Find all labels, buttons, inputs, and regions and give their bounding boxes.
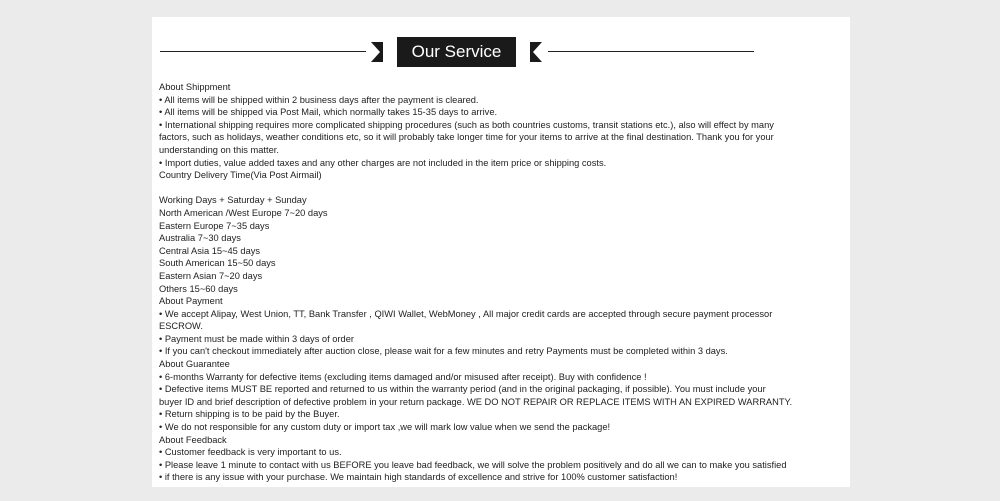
guarantee-heading: About Guarantee <box>159 359 230 370</box>
feedback-line: • Customer feedback is very important to us. <box>159 447 342 458</box>
feedback-heading: About Feedback <box>159 434 227 445</box>
feedback-line: • Please leave 1 minute to contact with us BEFORE you leave bad feedback, we will solve the problem positively and do all we can to make you satisfied <box>159 459 787 470</box>
delivery-note: Working Days + Saturday + Sunday <box>159 195 307 206</box>
guarantee-line: • Defective items MUST BE reported and returned to us within the warranty period (and in the original packaging, if possible). You must include your <box>159 384 766 395</box>
payment-heading: About Payment <box>159 296 223 307</box>
delivery-row: Australia 7~30 days <box>159 233 241 244</box>
guarantee-line: buyer ID and brief description of defective problem in your return package. WE DO NOT REPAIR OR REPLACE ITEMS WITH AN EXPIRED WARRANTY. <box>159 396 793 407</box>
delivery-table-header: Country Delivery Time(Via Post Airmail) <box>159 170 322 181</box>
payment-line: • We accept Alipay, West Union, TT, Bank Transfer , QIWI Wallet, WebMoney , All major credit cards are accepted through secure payment processor <box>159 308 773 319</box>
delivery-row: Eastern Europe 7~35 days <box>159 220 270 231</box>
service-banner <box>371 37 542 67</box>
shipment-line: understanding on this matter. <box>159 144 279 155</box>
guarantee-line: • 6-months Warranty for defective items (excluding items damaged and/or misused after receipt). Buy with confidence ! <box>159 371 647 382</box>
payment-line: • Payment must be made within 3 days of order <box>159 333 354 344</box>
banner-title: Our Service <box>411 42 502 61</box>
shipment-line: • All items will be shipped within 2 business days after the payment is cleared. <box>159 94 479 105</box>
shipment-line: • Import duties, value added taxes and any other charges are not included in the item price or shipping costs. <box>159 157 607 168</box>
feedback-line: • if there is any issue with your purchase. We maintain high standards of excellence and strive for 100% customer satisfaction! <box>159 472 678 483</box>
delivery-row: Eastern Asian 7~20 days <box>159 270 263 281</box>
delivery-row: South American 15~50 days <box>159 258 276 269</box>
header-divider-left <box>160 51 366 52</box>
guarantee-line: • We do not responsible for any custom duty or import tax ,we will mark low value when we send the package! <box>159 422 611 433</box>
service-content <box>159 81 844 484</box>
shipment-line: • All items will be shipped via Post Mail, which normally takes 15-35 days to arrive. <box>159 107 498 118</box>
payment-line: ESCROW. <box>159 321 203 332</box>
delivery-row: North American /West Europe 7~20 days <box>159 207 328 218</box>
shipment-heading: About Shippment <box>159 82 231 92</box>
delivery-row: Others 15~60 days <box>159 283 238 294</box>
guarantee-line: • Return shipping is to be paid by the Buyer. <box>159 409 340 420</box>
delivery-row: Central Asia 15~45 days <box>159 245 261 256</box>
shipment-line: • International shipping requires more complicated shipping procedures (such as both countries customs, transit stations etc.), also will effect by many <box>159 119 774 130</box>
header-divider-right <box>548 51 754 52</box>
payment-line: • If you can't checkout immediately after auction close, please wait for a few minutes and retry Payments must be completed within 3 days. <box>159 346 728 357</box>
spacer <box>159 182 844 195</box>
shipment-line: factors, such as holidays, weather conditions etc, so it will probably take longer time for your items to arrive at the final destination. Thank you for your <box>159 132 774 143</box>
service-card <box>152 17 850 487</box>
